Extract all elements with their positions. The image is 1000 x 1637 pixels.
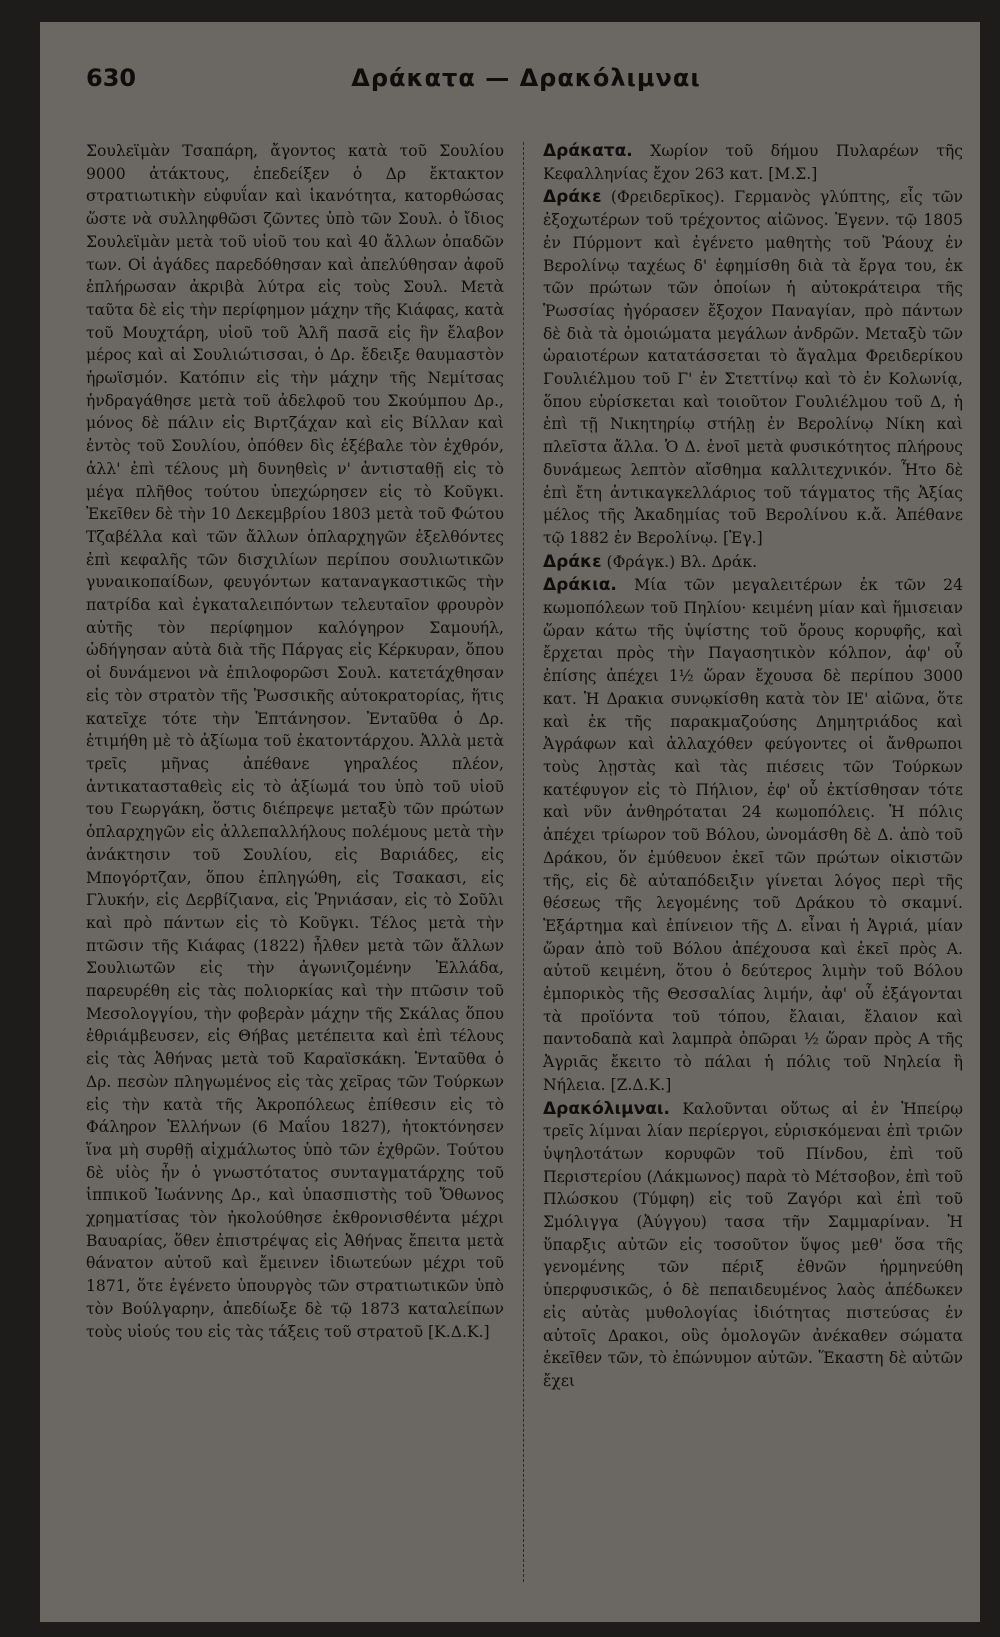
left-column <box>86 140 504 1600</box>
entry-drake-frank <box>543 551 963 574</box>
entry-drakolimnai <box>543 1098 963 1393</box>
entry-lemma: Δρακόλιμναι. <box>543 1098 670 1119</box>
entry-drake <box>543 186 963 549</box>
entry-text: (Φρειδερῖκος). Γερμανὸς γλύπτης, εἷς τῶν ἐξοχωτέρων τοῦ τρέχοντος αἰῶνος. Ἐγενν. τῷ 1805 ἐν Πύρμοντ καὶ ἐγένετο μαθητὴς τοῦ Ῥάουχ ἐν Βερολίνῳ ταχέως δ' ἐφημίσθη διὰ τὰ ἔργα του, ἐκ τῶν πρώτων τῶν ὁποίων ἡ αὐτοκράτειρα τῆς Ῥωσσίας ἠγόρασεν ἔξοχον Παναγίαν, πρὸ πάντων δὲ διὰ τὰ ὁμοιώματα μεγάλων ἀνδρῶν. Μεταξὺ τῶν ὡραιοτέρων κατατάσσεται τὸ ἄγαλμα Φρειδερίκου Γουλιέλμου τοῦ Γ' ἐν Στεττίνῳ καὶ τὸ ἐν Κολωνίᾳ, ὅπου εὑρίσκεται καὶ τοιοῦτον Γουλιέλμου τοῦ Δ, ἡ ἐπὶ τῇ Νικητηρίῳ στήλῃ ἐν Βερολίνῳ Νίκη καὶ πλεῖστα ἄλλα. Ὁ Δ. ἑνοῖ μετὰ φυσικότητος πλήρους δυνάμεως λεπτὸν αἴσθημα καλλιτεχνικόν. Ἦτο δὲ ἐπὶ ἔτη ἀντικαγκελλάριος τοῦ τάγματος τῆς Ἀξίας μέλος τῆς Ἀκαδημίας τοῦ Βερολίνου κ.ἄ. Ἀπέθανε τῷ 1882 ἐν Βερολίνῳ. [Ἐγ.] <box>543 188 963 547</box>
entry-text: Μία τῶν μεγαλειτέρων ἐκ τῶν 24 κωμοπόλεων τοῦ Πηλίου· κειμένη μίαν καὶ ἥμισειαν ὥραν κάτω τῆς ὑψίστης τοῦ ὄρους κορυφῆς, καὶ ἔρχεται πρὸς τὴν Παγασητικὸν κόλπον, ἀφ' οὗ ἐπίσης ἀπέχει 1½ ὥραν ἔχουσα δὲ περίπου 3000 κατ. Ἡ Δρακια συνῳκίσθη κατὰ τὸν ΙΕ' αἰῶνα, ὅτε καὶ ἐκ τῆς παρακμαζούσης Δημητριάδος καὶ Ἀγράφων καὶ ἀλλαχόθεν φεύγοντες οἱ ἄνθρωποι τοὺς λῃστὰς καὶ τὰς πιέσεις τῶν Τούρκων κατέφυγον εἰς τὸ Πήλιον, ἐφ' οὗ ἐκτίσθησαν τότε καὶ νῦν ἀνθηρόταται 24 κωμοπόλεις. Ἡ πόλις ἀπέχει τρίωρον τοῦ Βόλου, ὠνομάσθη δὲ Δ. ἀπὸ τοῦ Δράκου, ὅν ἐμύθευον ἐκεῖ τῶν πρώτων οἰκιστῶν τῆς, εἰς δὲ αὐταπόδειξιν γίνεται λόγος περὶ τῆς θέσεως τῆς λεγομένης τοῦ Δράκου τὸ σκαμνί. Ἐξάρτημα καὶ ἐπίνειον τῆς Δ. εἶναι ἡ Ἀγριά, μίαν ὥραν ἀπὸ τοῦ Βόλου ἀπέχουσα καὶ ἐκεῖ πρὸς Α. αὐτοῦ κειμένη, ὅτου ὁ δεύτερος λιμὴν τοῦ Βόλου ἐμπορικὸς τῆς Θεσσαλίας λιμήν, ἀφ' οὗ ἐξάγονται τὰ προϊόντα τοῦ τόπου, ἔλαιαι, ἔλαιον καὶ παντοδαπὰ καὶ λαμπρὰ ὀπῶραι ½ ὥραν πρὸς Α τῆς Ἀγριᾶς ἔκειτο τὸ πάλαι ἡ πόλις τοῦ Νηλεία ἢ Νήλεια. [Ζ.Δ.Κ.] <box>543 576 963 1094</box>
page-number: 630 <box>86 64 137 92</box>
entry-text: Χωρίον τοῦ δήμου Πυλαρέων τῆς Κεφαλληνίας ἔχον 263 κατ. [Μ.Σ.] <box>543 142 963 183</box>
book-page <box>40 22 980 1622</box>
entry-lemma: Δράκια. <box>543 575 617 596</box>
right-column <box>543 140 963 1600</box>
column-divider <box>523 142 525 1582</box>
running-head: Δράκατα — Δρακόλιμναι <box>351 64 701 92</box>
entry-drakata <box>543 140 963 185</box>
page-header <box>86 64 966 100</box>
left-column-text: Σουλεϊμὰν Τσαπάρη, ἄγοντος κατὰ τοῦ Σουλίου 9000 ἀτάκτους, ἐπεδείξεν ὁ Δρ ἔκτακτον στρατιωτικὴν εὐφυΐαν καὶ ἱκανότητα, κατορθώσας ὥστε νὰ συλληφθῶσι ζῶντες ὑπὸ τῶν Σουλ. ὁ ἴδιος Σουλεϊμὰν μετὰ τοῦ υἱοῦ του καὶ 40 ἄλλων ὁπαδῶν των. Οἱ ἀγάδες παρεδόθησαν καὶ ἀπελύθησαν ἀφοῦ ἐπλήρωσαν ἀκριβὰ λύτρα εἰς τοὺς Σουλ. Μετὰ ταῦτα δὲ εἰς τὴν περίφημον μάχην τῆς Κιάφας, κατὰ τοῦ Μουχτάρη, υἱοῦ τοῦ Ἀλῆ πασᾶ εἰς ἣν ἔλαβον μέρος καὶ αἱ Σουλιώτισσαι, ὁ Δρ. ἔδειξε θαυμαστὸν ἡρωϊσμόν. Κατόπιν εἰς τὴν μάχην τῆς Νεμίτσας ἠνδραγάθησε μετὰ τοῦ ἀδελφοῦ του Σκούμπου Δρ., μόνος δὲ πάλιν εἰς Βιρτζάχαν καὶ εἰς Βίλλαν καὶ ἐντὸς τοῦ Σουλίου, ὁπόθεν δὶς ἐξέβαλε τὸν ἐχθρόν, ἀλλ' ἐπὶ τέλους μὴ δυνηθεὶς ν' ἀντισταθῇ εἰς τὸ μέγα πλῆθος τούτου ὑπεχώρησεν εἰς τὸ Κοῦγκι. Ἐκεῖθεν δὲ τὴν 10 Δεκεμβρίου 1803 μετὰ τοῦ Φώτου Τζαβέλλα καὶ τῶν ἄλλων ὁπλαρχηγῶν ἐξελθόντες ἐπὶ κεφαλῆς τῶν δισχιλίων περίπου σουλιωτικῶν γυναικοπαίδων, φευγόντων καταναγκαστικῶς τὴν πατρίδα καὶ ἐγκαταλειπόντων τελευταῖον φρουρὸν αὐτῆς τὸν περίφημον καλόγηρον Σαμουήλ, ὡδήγησαν αὐτὰ διὰ τῆς Πάργας εἰς Κέρκυραν, ὅπου οἱ δυνάμενοι νὰ ἐπιλοφορῶσι Σουλ. κατετάχθησαν εἰς τὸν στρατὸν τῆς Ῥωσσικῆς αὐτοκρατορίας, ἥτις κατεῖχε τότε τὴν Ἑπτάνησον. Ἐνταῦθα ὁ Δρ. ἐτιμήθη μὲ τὸ ἀξίωμα τοῦ ἑκατοντάρχου. Ἀλλὰ μετὰ τρεῖς μῆνας ἀπέθανε γηραλέος πλέον, ἀντικατασταθεὶς εἰς τὸ ἀξίωμά του ὑπὸ τοῦ υἱοῦ του Γεωργάκη, ὅστις διέπρεψε μεταξὺ τῶν πρώτων ὁπλαρχηγῶν εἰς ἀλλεπαλλήλους πολέμους μετὰ τὴν ἀνάκτησιν τοῦ Σουλίου, εἰς Βαριάδες, εἰς Μπογόρτζαν, ὅπου ἐπληγώθη, εἰς Τσακασι, εἰς Γλυκήν, εἰς Δερβίζιανα, εἰς Ῥηνιάσαν, εἰς τὸ Σοῦλι καὶ πρὸ πάντων εἰς τὸ Κοῦγκι. Τέλος μετὰ τὴν πτῶσιν τῆς Κιάφας (1822) ἦλθεν μετὰ τῶν ἄλλων Σουλιωτῶν εἰς τὴν ἀγωνιζομένην Ἑλλάδα, παρευρέθη εἰς τὰς πολιορκίας καὶ τὴν πτῶσιν τοῦ Μεσολογγίου, τὴν φοβερὰν μάχην τῆς Σκάλας ὅπου ἐθριάμβευσεν, εἰς Θήβας μετέπειτα καὶ ἐπὶ τέλους εἰς τὰς Ἀθήνας μετὰ τοῦ Καραϊσκάκη. Ἐνταῦθα ὁ Δρ. πεσὼν πληγωμένος εἰς τὰς χεῖρας τῶν Τούρκων εἰς τὴν κατὰ τῆς Ἀκροπόλεως ἐπίθεσιν εἰς τὸ Φάληρον Ἑλλήνων (6 Μαΐου 1827), ἠτοκτόνησεν ἵνα μὴ συρθῇ αἰχμάλωτος ὑπὸ τῶν ἐχθρῶν. Τούτου δὲ υἱὸς ἦν ὁ γνωστότατος συνταγματάρχης τοῦ ἱππικοῦ Ἰωάννης Δρ., καὶ ὑπασπιστὴς τοῦ Ὄθωνος χρηματίσας τὸν ἠκολούθησε ἐκθρονισθέντα μέχρι Βαυαρίας, ὅθεν ἐπιστρέψας εἰς Ἀθήνας ἔπειτα μετὰ θάνατον αὐτοῦ καὶ ἔμεινεν ἰδιωτεύων μέχρι τοῦ 1871, ὅτε ἐγένετο ὑπουργὸς τῶν στρατιωτικῶν ὑπὸ τὸν Βούλγαρην, ἀπεδίωξε δὲ τῷ 1873 καταλείπων τοὺς υἱούς του εἰς τὰς τάξεις τοῦ στρατοῦ [Κ.Δ.Κ.] <box>86 142 504 1341</box>
entry-lemma: Δράκατα. <box>543 141 633 161</box>
entry-lemma: Δράκε <box>543 187 602 208</box>
entry-drakia <box>543 574 963 1096</box>
entry-lemma: Δράκε <box>543 551 602 572</box>
entry-text: (Φράγκ.) Βλ. Δράκ. <box>601 552 758 571</box>
entry-text: Καλοῦνται οὕτως αἱ ἐν Ἠπείρῳ τρεῖς λίμναι λίαν περίεργοι, εὑρισκόμεναι ἐπὶ τριῶν ὑψηλοτάτων κορυφῶν τοῦ Πίνδου, ἐπὶ τοῦ Περιστερίου (Λάκμωνος) παρὰ τὸ Μέτσοβον, ἐπὶ τοῦ Πλώσκου (Τύμφη) εἰς τοῦ Ζαγόρι καὶ ἐπὶ τοῦ Σμόλιγγα (Ἀύγγου) τασα τῆν Σαμμαρίναν. Ἡ ὕπαρξις αὐτῶν εἰς τοσοῦτον ὕψος μεθ' ὅσα τῆς γενομένης τῶν πέριξ ἐθνῶν ἡρμηνεύθη ὑπερφυσικῶς, ὁ δὲ πεπαιδευμένος λαὸς ἀπέδωκεν εἰς αὐτὰς μυθολογίας ἰδιότητας πιστεύσας ἐν αὐτοῖς Δρακοι, οὓς ὁμολογῶν ἀνέκαθεν σώματα ἐκεῖθεν τῶν, τὸ ἐπώνυμον αὐτῶν. Ἕκαστη δὲ αὐτῶν ἔχει <box>543 1099 963 1390</box>
